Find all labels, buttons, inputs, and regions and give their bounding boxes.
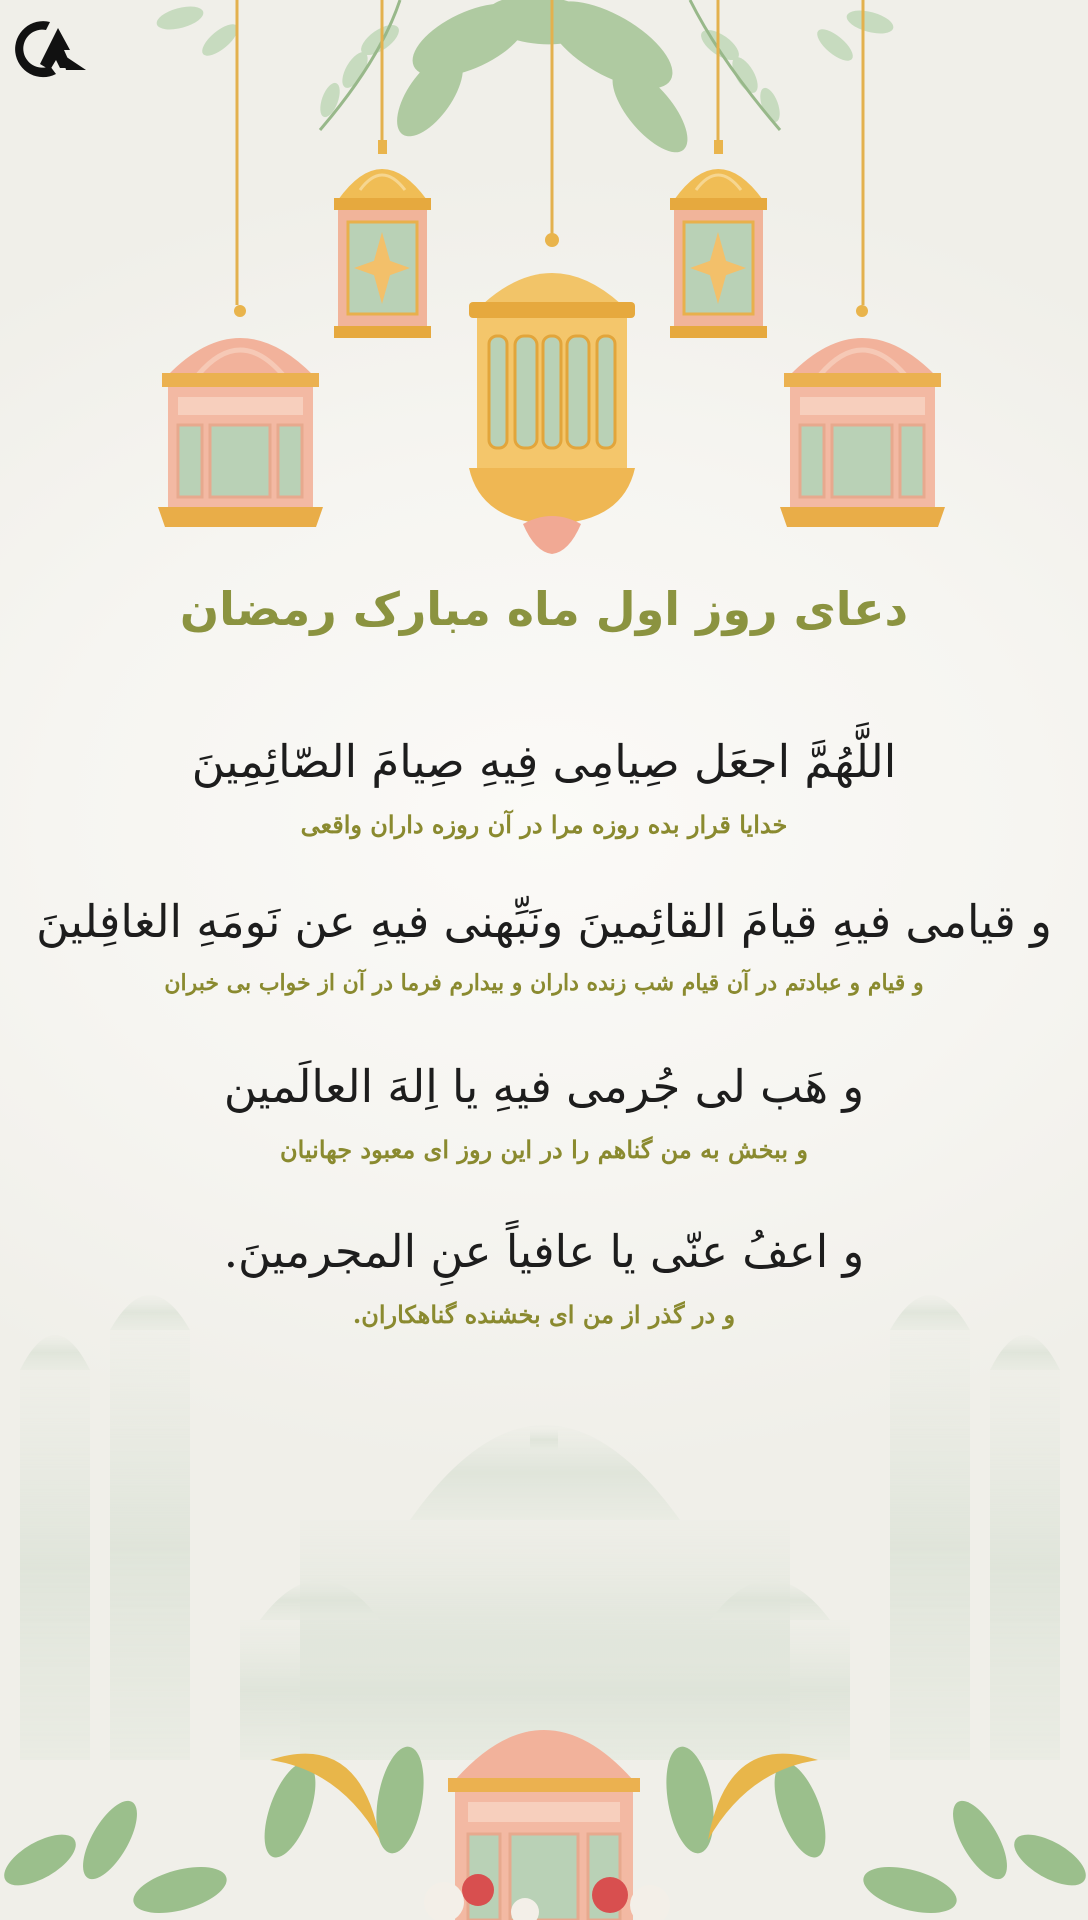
ramadan-lantern-icon [666, 140, 771, 340]
persian-translation: و ببخش به من گناهم را در این روز ای معبود جهانیان [280, 1135, 808, 1164]
bottom-decoration [0, 1690, 1088, 1920]
ramadan-lantern-icon [330, 140, 435, 340]
persian-translation: و در گذر از من ای بخشنده گناهکاران. [352, 1300, 736, 1329]
page-title: دعای روز اول ماه مبارک رمضان [179, 582, 909, 636]
persian-translation: خدایا قرار بده روزه مرا در آن روزه داران واقعی [300, 810, 788, 839]
ramadan-lantern-icon [463, 232, 641, 557]
prayer-line-3 [0, 1060, 1088, 1165]
arabic-text: و هَب لى جُرمى فيهِ يا اِلهَ العالَمين [223, 1060, 865, 1113]
arabic-text: و اعفُ عنّى يا عافياً عنِ المجرمينَ. [223, 1225, 865, 1278]
ramadan-lantern-icon [780, 305, 945, 530]
persian-translation: و قیام و عبادتم در آن قیام شب زنده داران و بیدارم فرما در آن از خواب بی خبران [164, 970, 924, 996]
prayer-line-1 [0, 735, 1088, 840]
ramadan-lantern-icon [158, 305, 323, 530]
prayer-line-4 [0, 1225, 1088, 1330]
prayer-line-2 [0, 895, 1088, 998]
arabic-text: اللَّهُمَّ اجعَل صِيامِى فِيهِ صِيامَ الصّائِمِينَ [191, 735, 897, 788]
arabic-text: و قيامى فيهِ قيامَ القائِمينَ ونَبِّهنى فيهِ عن نَومَهِ الغافِلينَ [36, 895, 1052, 948]
